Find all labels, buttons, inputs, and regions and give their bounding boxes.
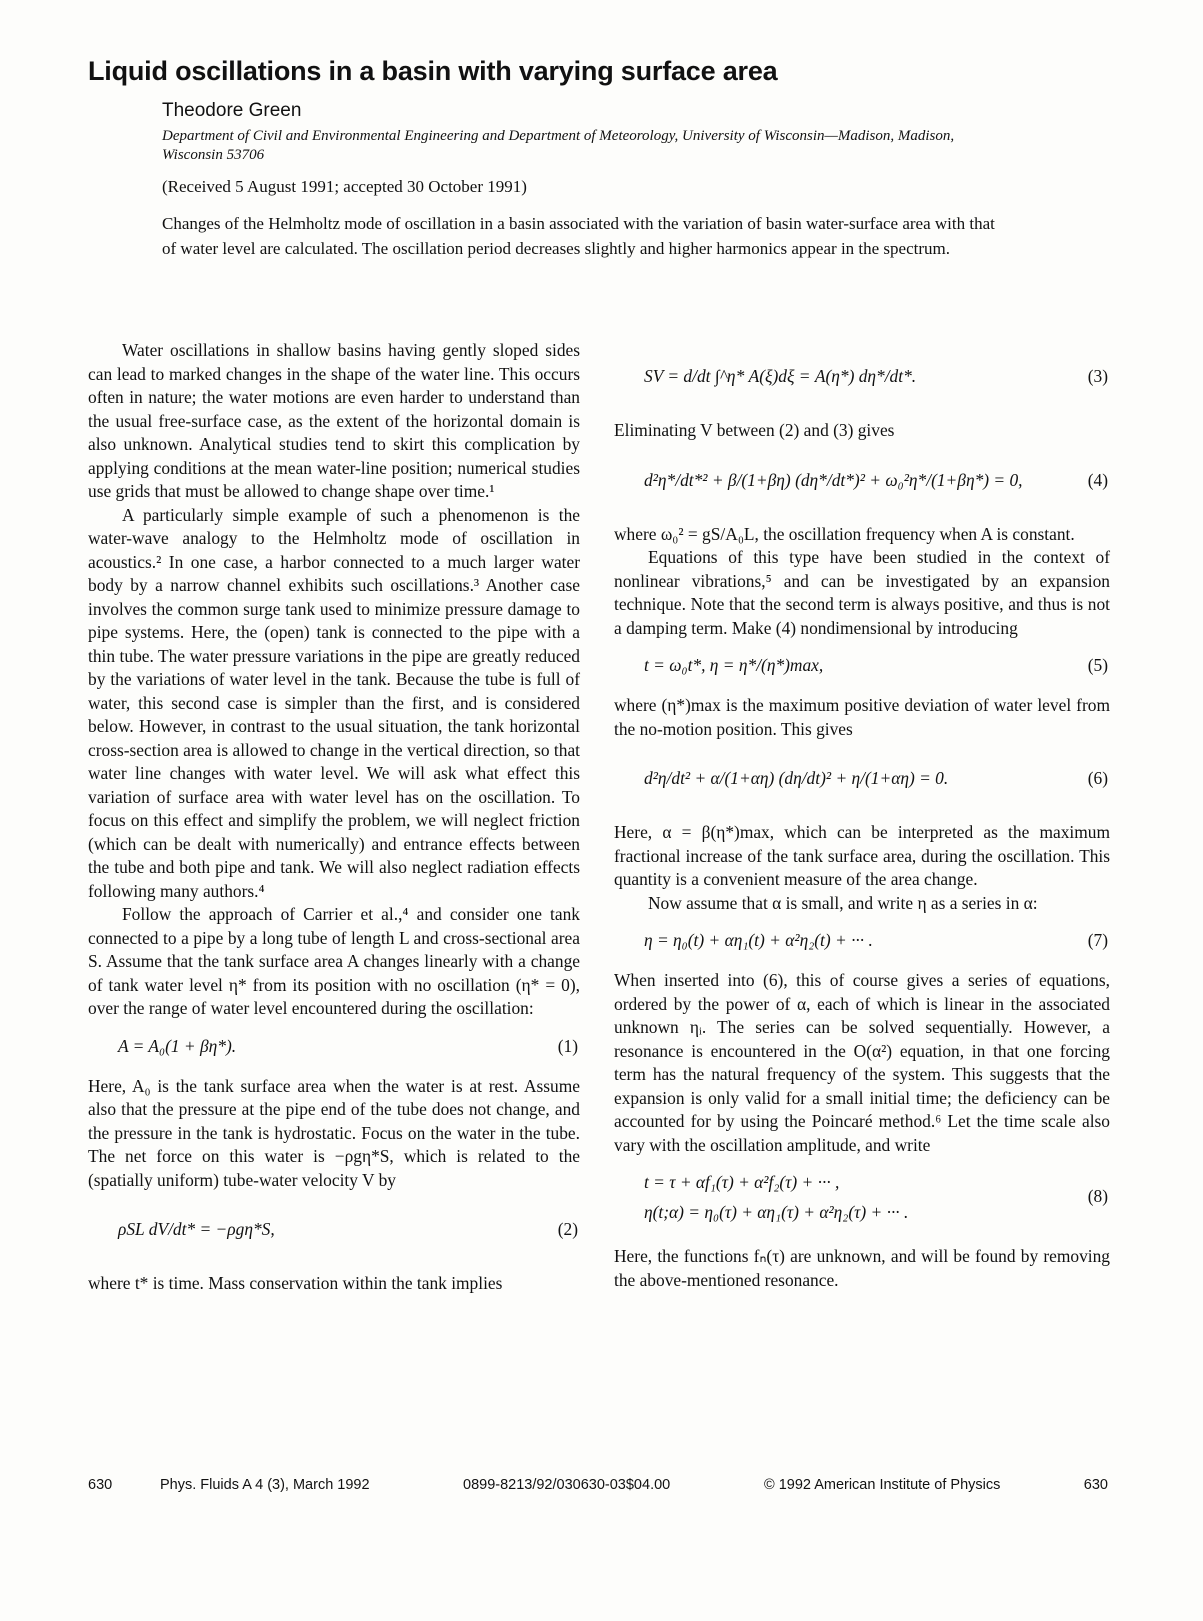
equation-body <box>644 1167 908 1227</box>
journal-citation: Phys. Fluids A 4 (3), March 1992 <box>160 1477 370 1493</box>
equation-body: η = η₀(t) + αη₁(t) + α²η₂(t) + ··· . <box>644 930 873 950</box>
paragraph: where t* is time. Mass conservation within the tank implies <box>88 1273 503 1293</box>
equation-body: d²η*/dt*² + β/(1+βη) (dη*/dt*)² + ω₀²η*/(1+βη*) = 0, <box>644 469 1023 490</box>
equation-1 <box>88 1027 580 1069</box>
equation-number: (3) <box>1087 366 1108 386</box>
equation-line: t = τ + αf₁(τ) + α²f₂(τ) + ··· , <box>644 1172 840 1192</box>
paragraph: Eliminating V between (2) and (3) gives <box>614 420 895 440</box>
equation-number: (2) <box>557 1219 578 1239</box>
page-number-left: 630 <box>88 1477 113 1493</box>
paragraph: Now assume that α is small, and write η as a series in α: <box>648 892 1038 913</box>
equation-body: ρSL dV/dt* = −ρgη*S, <box>118 1219 275 1239</box>
paragraph: A particularly simple example of such a phenomenon is the water-wave analogy to the Helmholtz mode of oscillation in acoustics.² In one case, a harbor connected to a much larger water body by a narrow channel exhibits such oscillations.³ Another case involves the common surge tank used to minimize pressure damage to pipe systems. Here, the (open) tank is connected to the pipe with a thin tube. The water pressure variations in the pipe are greatly reduced by the variations of water level in the tank. Because the tube is full of water, this second case is simpler than the first, and is considered below. However, in contrast to the usual situation, the tank horizontal cross-section area is allowed to change in the vertical direction, so that water line changes with water level. We will ask what effect this variation of surface area with water level has on the oscillation. To focus on this effect and simplify the problem, we will neglect friction (which can be dealt with numerically) and entrance effects between the tube and both pipe and tank. We will also neglect radiation effects following many authors.⁴ <box>88 504 580 901</box>
equation-number: (4) <box>1087 469 1108 490</box>
paragraph: where ω₀² = gS/A₀L, the oscillation frequency when A is constant. <box>614 523 1075 544</box>
paragraph: When inserted into (6), this of course gives a series of equations, ordered by the power of α, each of which is linear in the associated unknown ηᵢ. The series can be solved sequentially. However, a resonance is encountered in the O(α²) equation, in that one forcing term has the natural frequency of the system. This suggests that the expansion is only valid for a small initial time; the deficiency can be accounted for by using the Poincaré method.⁶ Let the time scale also vary with the oscillation amplitude, and write <box>614 970 1110 1155</box>
author-name: Theodore Green <box>162 100 302 121</box>
equation-number: (7) <box>1087 930 1108 950</box>
paragraph: Water oscillations in shallow basins having gently sloped sides can lead to marked changes in the shape of the water line. This occurs often in nature; the water motions are even harder to understand than the usual free-surface case, as the extent of the horizontal domain is also unknown. Analytical studies tend to skirt this complication by applying conditions at the mean water-line position; numerical studies use grids that must be allowed to change shape over time.¹ <box>88 340 580 501</box>
page-number-right: 630 <box>1083 1477 1108 1493</box>
equation-number: (6) <box>1087 768 1108 788</box>
equation-2 <box>88 1198 580 1266</box>
paragraph: Here, A₀ is the tank surface area when the water is at rest. Assume also that the pressure at the pipe end of the tube does not change, and the pressure in the tank is hydrostatic. Focus on the water in the tube. The net force on this water is −ρgη*S, which is related to the (spatially uniform) tube-water velocity V by <box>88 1075 580 1190</box>
equation-4 <box>614 449 1110 517</box>
equation-3 <box>614 345 1110 413</box>
equation-body: A = A₀(1 + βη*). <box>118 1035 237 1056</box>
article-code: 0899-8213/92/030630-03$04.00 <box>463 1477 671 1493</box>
equation-body: t = ω₀t*, η = η*/(η*)max, <box>644 655 824 675</box>
received-date: (Received 5 August 1991; accepted 30 October 1991) <box>162 177 527 196</box>
right-column <box>614 339 1110 1292</box>
equation-number: (8) <box>1087 1186 1108 1206</box>
equation-6 <box>614 747 1110 815</box>
equation-number: (1) <box>557 1035 578 1056</box>
equation-8 <box>614 1163 1110 1239</box>
equation-number: (5) <box>1087 655 1108 675</box>
equation-body: SV = d/dt ∫^η* A(ξ)dξ = A(η*) dη*/dt*. <box>644 366 917 386</box>
author-affiliation: Department of Civil and Environmental Engineering and Department of Meteorology, University of Wisconsin—Madison, Madison, Wisconsin 53706 <box>162 128 955 163</box>
paragraph: Here, α = β(η*)max, which can be interpreted as the maximum fractional increase of the tank surface area, during the oscillation. This quantity is a convenient measure of the area change. <box>614 822 1110 889</box>
copyright: © 1992 American Institute of Physics <box>764 1477 1001 1493</box>
paragraph: Equations of this type have been studied in the context of nonlinear vibrations,⁵ and can be investigated by an expansion technique. Note that the second term is always positive, and thus is not a damping term. Make (4) nondimensional by introducing <box>614 547 1110 638</box>
paragraph: Here, the functions fₙ(τ) are unknown, and will be found by removing the above-mentioned resonance. <box>614 1246 1110 1290</box>
left-column <box>88 339 580 1296</box>
equation-7 <box>614 921 1110 963</box>
paragraph: Follow the approach of Carrier et al.,⁴ and consider one tank connected to a pipe by a long tube of length L and cross-sectional area S. Assume that the tank surface area A changes linearly with a change of tank water level η* from its position with no oscillation (η* = 0), over the range of water level encountered during the oscillation: <box>88 904 580 1018</box>
equation-5 <box>614 646 1110 688</box>
paragraph: where (η*)max is the maximum positive deviation of water level from the no-motion position. This gives <box>614 695 1110 739</box>
equation-line: η(t;α) = η₀(τ) + αη₁(τ) + α²η₂(τ) + ··· . <box>644 1202 909 1222</box>
equation-body: d²η/dt² + α/(1+αη) (dη/dt)² + η/(1+αη) = 0. <box>644 768 949 788</box>
paper-title: Liquid oscillations in a basin with varying surface area <box>88 56 778 86</box>
abstract: Changes of the Helmholtz mode of oscillation in a basin associated with the variation of basin water-surface area with that of water level are calculated. The oscillation period decreases slightly and higher harmonics appear in the spectrum. <box>162 214 995 258</box>
